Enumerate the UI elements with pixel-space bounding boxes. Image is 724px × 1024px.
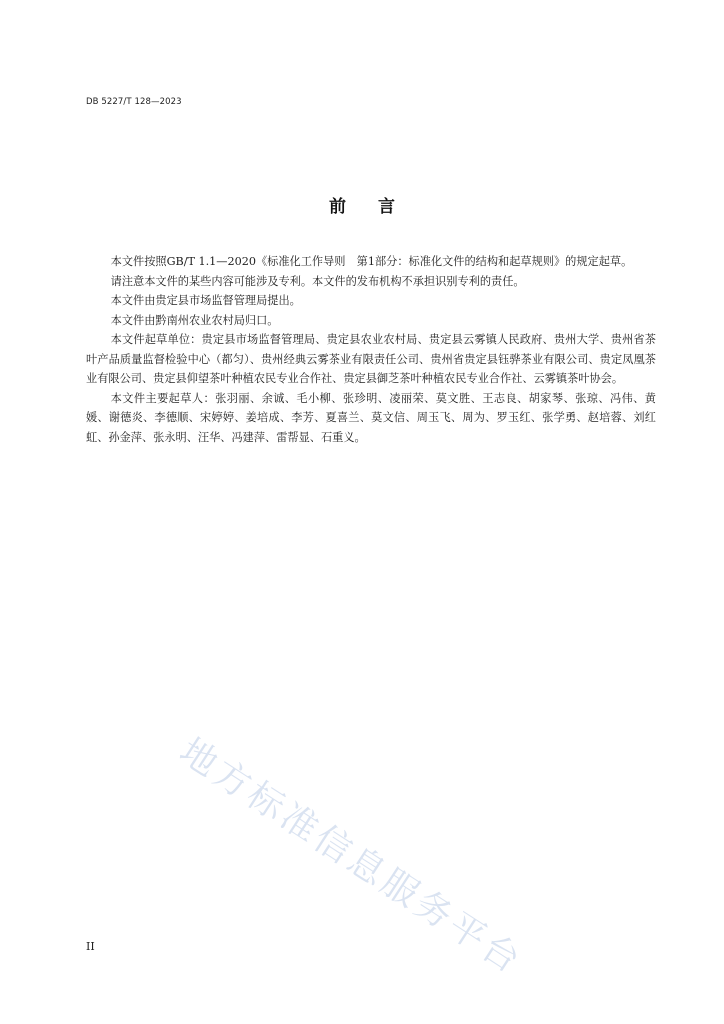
- paragraph-drafting-rules: 本文件按照GB/T 1.1—2020《标准化工作导则 第1部分：标准化文件的结构和起草规则》的规定起草。: [110, 255, 633, 268]
- foreword-body: [86, 252, 656, 447]
- paragraph-drafting-units: 本文件起草单位：贵定县市场监督管理局、贵定县农业农村局、贵定县云雾镇人民政府、贵州大学、贵州省茶叶产品质量监督检验中心（都匀）、贵州经典云雾茶业有限责任公司、贵州省贵定县钰骅茶业有限公司、贵定凤凰茶业有限公司、贵定县仰望茶叶种植农民专业合作社、贵定县御芝茶叶种植农民专业合作社、云雾镇茶叶协会。: [86, 333, 656, 385]
- page-title: 前 言: [329, 197, 395, 217]
- watermark: 地方标准信息服务平台: [172, 730, 531, 984]
- paragraph-patent-notice: 请注意本文件的某些内容可能涉及专利。本文件的发布机构不承担识别专利的责任。: [110, 274, 525, 288]
- paragraph-administrator: 本文件由黔南州农业农村局归口。: [110, 313, 279, 327]
- paragraph-proposer: 本文件由贵定县市场监督管理局提出。: [110, 294, 301, 307]
- standard-code: DB 5227/T 128—2023: [86, 97, 182, 107]
- page-number: II: [86, 940, 95, 953]
- paragraph-drafters: 本文件主要起草人：张羽丽、余诚、毛小柳、张珍明、凌丽荣、莫文胜、王志良、胡家琴、张琼、冯伟、黄媛、谢德炎、李德顺、宋婷婷、姜培成、李芳、夏喜兰、莫文信、周玉飞、周为、罗玉红、张学勇、赵培蓉、刘红虹、孙金萍、张永明、汪华、冯建萍、雷帮显、石重义。: [86, 391, 656, 444]
